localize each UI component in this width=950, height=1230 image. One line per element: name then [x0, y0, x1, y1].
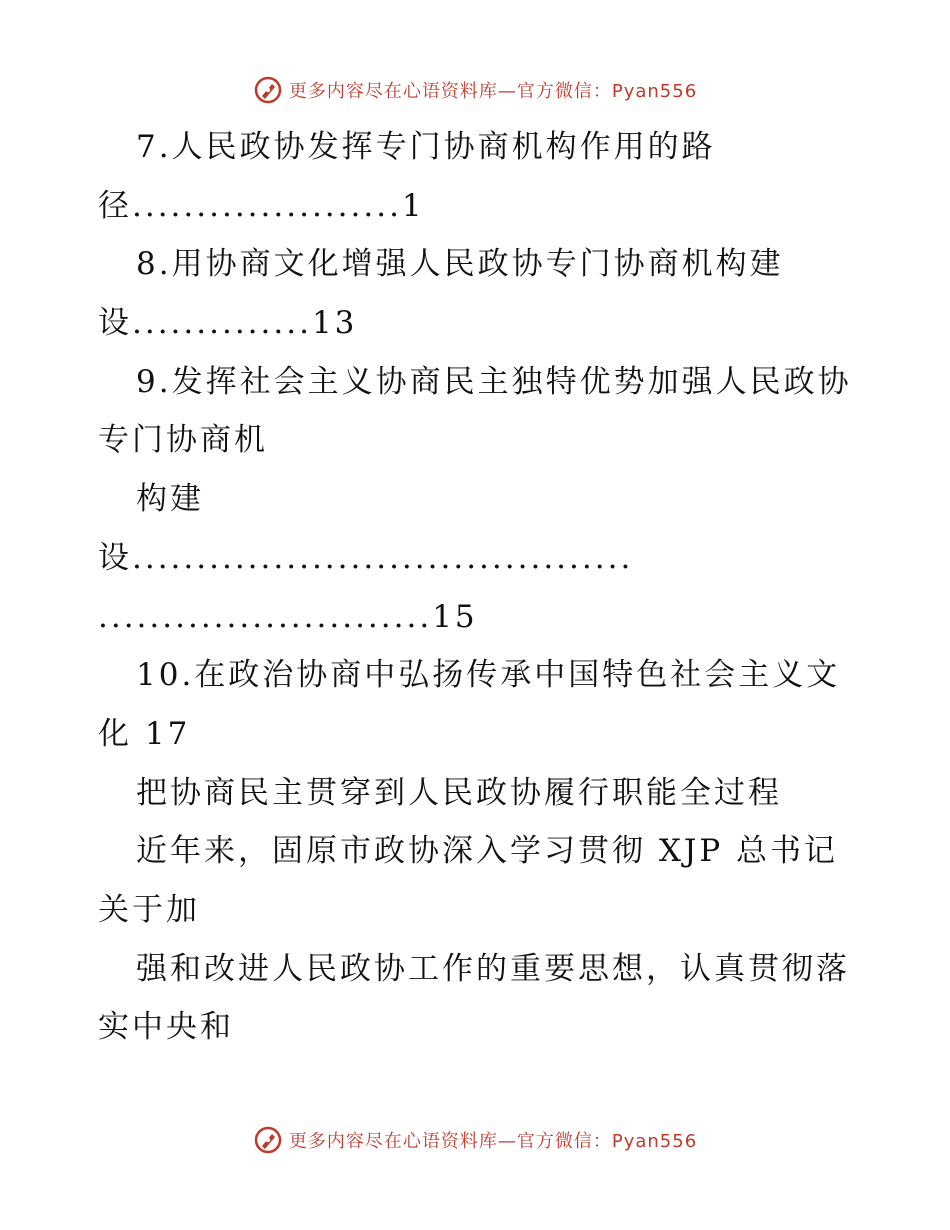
watermark-text: 更多内容尽在心语资料库—官方微信：Pyan556 [288, 81, 698, 102]
toc-line: ..........................15 [98, 598, 478, 635]
watermark-header [0, 72, 950, 108]
article-title: 把协商民主贯穿到人民政协履行职能全过程 [136, 774, 782, 811]
toc-line: 设..............13 [98, 305, 358, 342]
toc-line: 10.在政治协商中弘扬传承中国特色社会主义文 [136, 657, 841, 694]
pen-logo-icon [253, 1125, 283, 1155]
toc-line: 构建 [136, 481, 204, 518]
toc-line: 专门协商机 [98, 422, 268, 459]
body-paragraph-line: 近年来，固原市政协深入学习贯彻 XJP 总书记 [136, 833, 839, 870]
toc-line: 9.发挥社会主义协商民主独特优势加强人民政协 [136, 363, 852, 400]
toc-line: 径.....................1 [98, 187, 425, 224]
toc-line: 设....................................... [98, 539, 634, 576]
body-paragraph-line: 实中央和 [98, 1009, 234, 1046]
pen-logo-icon [253, 75, 283, 105]
watermark-footer [0, 1122, 950, 1158]
watermark-text: 更多内容尽在心语资料库—官方微信：Pyan556 [288, 1131, 698, 1152]
toc-line: 化 17 [98, 715, 191, 752]
body-paragraph-line: 强和改进人民政协工作的重要思想，认真贯彻落 [136, 950, 850, 987]
body-paragraph-line: 关于加 [98, 891, 200, 928]
toc-line: 8.用协商文化增强人民政协专门协商机构建 [136, 246, 784, 283]
document-body [98, 118, 858, 1057]
toc-line: 7.人民政协发挥专门协商机构作用的路 [136, 129, 716, 165]
